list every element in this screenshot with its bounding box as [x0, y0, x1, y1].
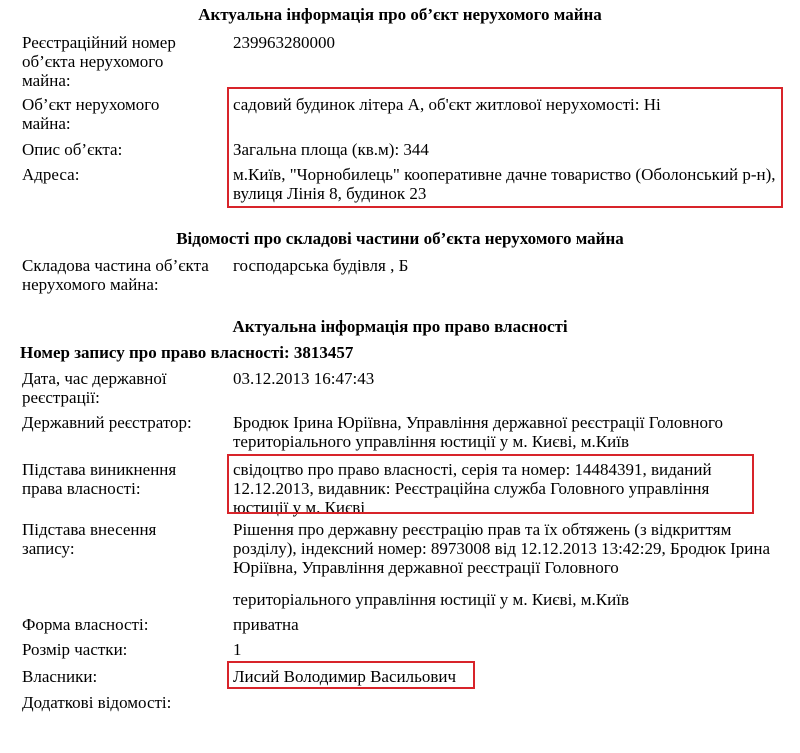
- component-part-value: господарська будівля , Б: [233, 256, 409, 275]
- share-size-label: Розмір частки:: [22, 640, 128, 659]
- object-description-value: Загальна площа (кв.м): 344: [233, 140, 429, 159]
- state-registrar-label: Державний реєстратор:: [22, 413, 192, 432]
- registration-datetime-label: Дата, час державної реєстрації:: [22, 369, 167, 407]
- entry-basis-value: Рішення про державну реєстрацію прав та їх обтяжень (з відкриттям розділу), індексний номер: 8973008 від 12.12.2013 13:42:29, Бродюк Ірина Юріївна, Управління державної реєстрації Головного: [233, 520, 771, 577]
- registration-number-value: 239963280000: [233, 33, 335, 52]
- address-value: м.Київ, "Чорнобилець" кооперативне дачне товариство (Оболонський р-н), вулиця Лінія 8, будинок 23: [233, 165, 776, 203]
- registration-datetime-value: 03.12.2013 16:47:43: [233, 369, 375, 388]
- owners-value: Лисий Володимир Васильович: [233, 667, 457, 686]
- share-size-value: 1: [233, 640, 242, 659]
- additional-info-label: Додаткові відомості:: [22, 693, 172, 712]
- object-description-label: Опис об’єкта:: [22, 140, 123, 159]
- state-registrar-value: Бродюк Ірина Юріївна, Управління державної реєстрації Головного територіального управління юстиції у м. Києві, м.Київ: [233, 413, 724, 451]
- registration-number-label: Реєстраційний номер об’єкта нерухомого майна:: [22, 33, 176, 90]
- ownership-form-label: Форма власності:: [22, 615, 149, 634]
- ownership-basis-label: Підстава виникнення права власності:: [22, 460, 177, 498]
- parts-section-title: Відомості про складові частини об’єкта нерухомого майна: [176, 229, 624, 248]
- owners-label: Власники:: [22, 667, 98, 686]
- ownership-record-number: Номер запису про право власності: 3813457: [20, 343, 354, 362]
- property-object-value: садовий будинок літера А, об'єкт житлової нерухомості: Ні: [233, 95, 661, 114]
- object-section-title: Актуальна інформація про об’єкт нерухомого майна: [198, 5, 602, 24]
- address-label: Адреса:: [22, 165, 80, 184]
- entry-basis-value-continued: територіального управління юстиції у м. Києві, м.Київ: [233, 590, 629, 609]
- ownership-basis-value: свідоцтво про право власності, серія та номер: 14484391, виданий 12.12.2013, видавник: Реєстраційна служба Головного управління юстиції у м. Києві: [233, 460, 712, 517]
- entry-basis-label: Підстава внесення запису:: [22, 520, 157, 558]
- property-object-label: Об’єкт нерухомого майна:: [22, 95, 160, 133]
- ownership-form-value: приватна: [233, 615, 299, 634]
- ownership-section-title: Актуальна інформація про право власності: [232, 317, 568, 336]
- component-part-label: Складова частина об’єкта нерухомого майна:: [22, 256, 209, 294]
